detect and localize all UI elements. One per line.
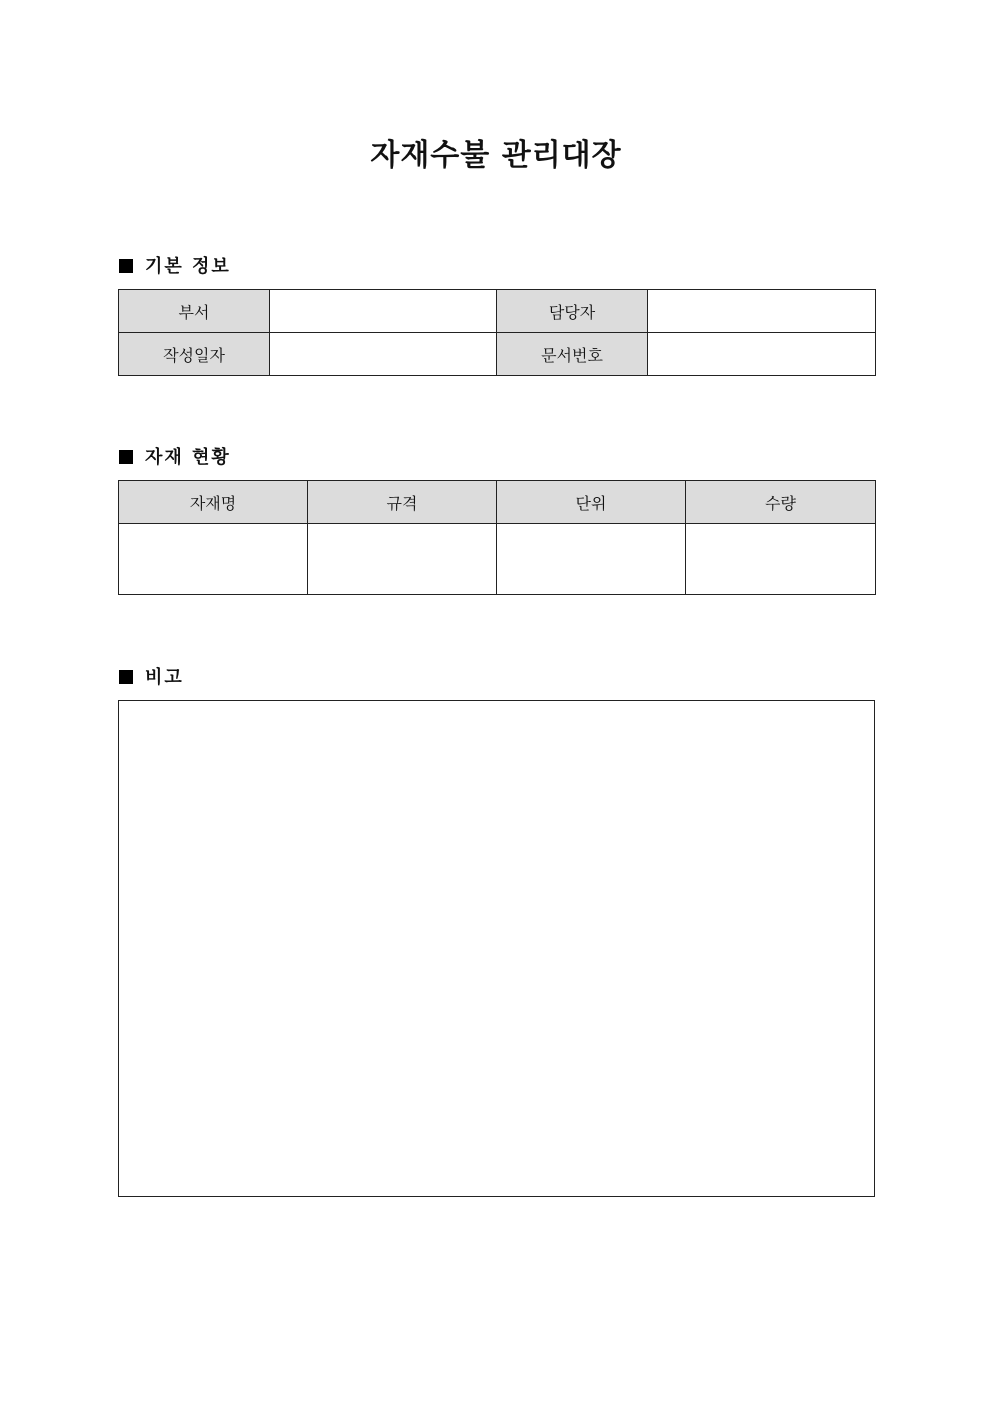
label-manager: 담당자 [497, 290, 648, 333]
label-date: 작성일자 [119, 333, 270, 376]
basic-info-table [118, 289, 876, 376]
table-row [119, 290, 876, 333]
table-row [119, 333, 876, 376]
remarks-box[interactable] [118, 700, 875, 1197]
square-bullet-icon [119, 670, 133, 684]
column-header-spec: 규격 [308, 481, 497, 524]
section-heading-label: 자재 현황 [145, 447, 231, 468]
section-heading-label: 비고 [145, 667, 184, 688]
table-header-row [119, 481, 876, 524]
doc-number-field[interactable] [648, 333, 876, 376]
column-header-unit: 단위 [497, 481, 686, 524]
section-heading-label: 기본 정보 [145, 256, 231, 277]
label-department: 부서 [119, 290, 270, 333]
square-bullet-icon [119, 450, 133, 464]
label-doc-number: 문서번호 [497, 333, 648, 376]
material-name-cell[interactable] [119, 524, 308, 595]
column-header-material-name: 자재명 [119, 481, 308, 524]
section-heading-basic-info [119, 252, 231, 278]
square-bullet-icon [119, 259, 133, 273]
unit-cell[interactable] [497, 524, 686, 595]
date-field[interactable] [270, 333, 497, 376]
section-heading-remarks [119, 663, 184, 689]
section-heading-material-status [119, 443, 231, 469]
manager-field[interactable] [648, 290, 876, 333]
column-header-quantity: 수량 [686, 481, 876, 524]
spec-cell[interactable] [308, 524, 497, 595]
table-row [119, 524, 876, 595]
document-title: 자재수불 관리대장 [370, 138, 622, 173]
quantity-cell[interactable] [686, 524, 876, 595]
department-field[interactable] [270, 290, 497, 333]
material-status-table [118, 480, 876, 595]
